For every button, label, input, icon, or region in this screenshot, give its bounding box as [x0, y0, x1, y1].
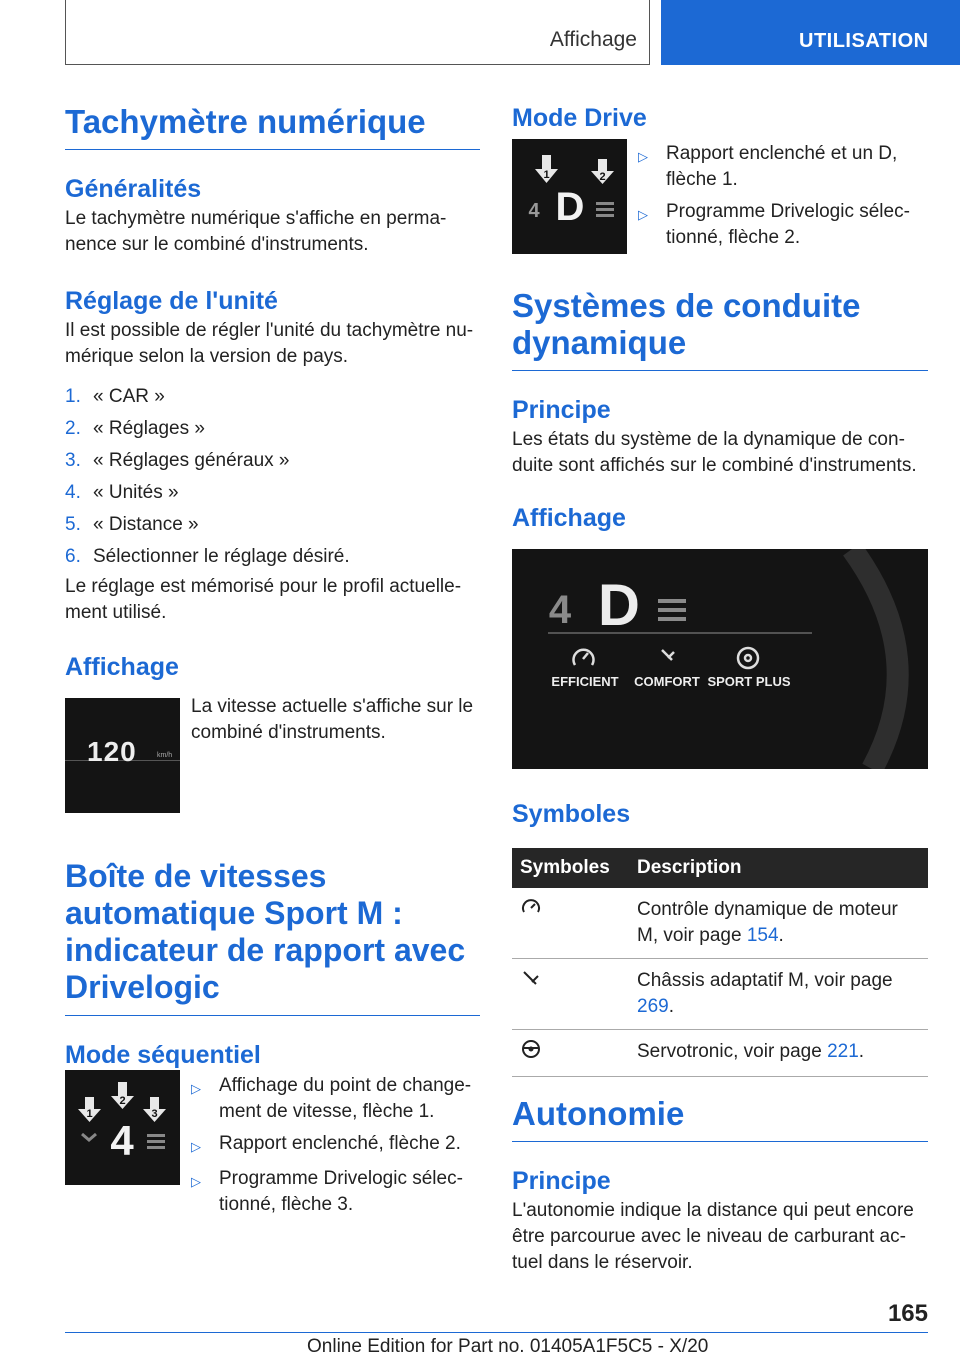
table-row: Contrôle dynamique de moteur M, voir page 154. [512, 888, 928, 959]
list-item: 1. « CAR » [65, 386, 165, 407]
heading-boite-vitesses: Boîte de vitesses automatique Sport M : indicateur de rapport avec Drivelogic [65, 858, 480, 1016]
text-reglage: Il est possible de régler l'unité du tachymètre numérique selon la version de pays. [65, 320, 474, 367]
driving-modes-image [512, 549, 928, 769]
page-link[interactable]: 221 [827, 1041, 859, 1062]
list-item: ▷ Rapport enclenché, flèche 2. [191, 1131, 480, 1160]
heading-systemes-conduite: Systèmes de conduite dynamique [512, 287, 928, 371]
page-link[interactable]: 154 [746, 925, 779, 946]
triangle-icon: ▷ [191, 1081, 201, 1096]
driving-modes-graphic [512, 549, 928, 769]
drive-mode-image [512, 139, 627, 254]
arrow-label-3: 3 [151, 1108, 158, 1120]
suspension-icon [662, 650, 674, 660]
steps-list [65, 384, 480, 570]
list-item: ▷ Programme Drivelogic sélectionné, flèche 2. [638, 199, 928, 251]
right-column [512, 287, 928, 533]
symbols-table [512, 848, 928, 1077]
heading-principe-2: Principe [512, 1167, 611, 1195]
heading-generalites: Généralités [65, 175, 202, 203]
footer-divider [65, 1332, 928, 1333]
list-item: 2. « Réglages » [65, 418, 205, 439]
suspension-icon [520, 968, 542, 988]
heading-mode-sequentiel: Mode séquentiel [65, 1041, 261, 1069]
page-link[interactable]: 269 [637, 996, 669, 1017]
drive-list [638, 141, 928, 257]
list-item: ▷ Affichage du point de changement de vitesse, flèche 1. [191, 1073, 480, 1125]
list-item: 6. Sélectionner le réglage désiré. [65, 546, 350, 567]
drive-small-gear: 4 [528, 200, 540, 222]
speed-unit: km/h [157, 752, 173, 759]
col-header-description: Description [629, 848, 928, 888]
modes-small-gear: 4 [548, 588, 572, 632]
left-column [65, 103, 480, 682]
heading-mode-drive: Mode Drive [512, 104, 647, 132]
drive-arrows-graphic [512, 139, 627, 254]
text-principe-1: Les états du système de la dynamique de conduite sont affichés sur le combiné d'instruments. [512, 429, 917, 476]
arrow-label-1: 1 [86, 1108, 93, 1120]
steering-wheel-icon [520, 1039, 542, 1059]
text-generalites: Le tachymètre numérique s'affiche en permanence sur le combiné d'instruments. [65, 208, 447, 255]
heading-reglage: Réglage de l'unité [65, 287, 278, 315]
header-section-box [65, 0, 650, 65]
gear-arrows-graphic [65, 1070, 180, 1185]
list-item: 5. « Distance » [65, 514, 199, 535]
speed-value: 120 [87, 736, 137, 767]
gauge-icon [520, 897, 542, 917]
triangle-icon: ▷ [191, 1174, 201, 1189]
modes-gear: D [598, 573, 640, 638]
mode-comfort: COMFORT [634, 674, 700, 689]
text-reglage-note: Le réglage est mémorisé pour le profil actuellement utilisé. [65, 576, 462, 623]
section-title: Affichage [549, 28, 637, 51]
steering-wheel-icon [738, 648, 758, 668]
chapter-tab[interactable]: UTILISATION [661, 0, 960, 65]
arrow-label-1: 1 [543, 169, 550, 181]
arrow-label-2: 2 [119, 1095, 126, 1107]
table-row: Châssis adaptatif M, voir page 269. [512, 959, 928, 1030]
heading-autonomie: Autonomie [512, 1095, 928, 1142]
speedometer-image [65, 698, 180, 813]
text-affichage-left: La vitesse actuelle s'affiche sur le combiné d'instruments. [191, 696, 474, 743]
footer-edition: Online Edition for Part no. 01405A1F5C5 - X/20 [307, 1336, 709, 1357]
heading-symboles: Symboles [512, 800, 631, 828]
sequential-list [191, 1073, 480, 1224]
triangle-icon: ▷ [638, 207, 648, 222]
sequential-mode-image [65, 1070, 180, 1185]
page-number: 165 [887, 1300, 928, 1327]
heading-principe-1: Principe [512, 396, 611, 424]
heading-affichage-right: Affichage [512, 504, 626, 532]
table-row: Servotronic, voir page 221. [512, 1030, 928, 1077]
col-header-symboles: Symboles [512, 848, 629, 888]
mode-sport-plus: SPORT PLUS [707, 674, 791, 689]
left-column-lower [65, 858, 480, 1070]
right-column-lower [512, 1095, 928, 1276]
list-item: ▷ Rapport enclenché et un D, flèche 1. [638, 141, 928, 193]
list-item: ▷ Programme Drivelogic sélectionné, flèche 3. [191, 1166, 480, 1218]
arrow-label-2: 2 [599, 171, 606, 183]
list-item: 4. « Unités » [65, 482, 179, 503]
heading-tachymetre: Tachymètre numérique [65, 103, 480, 150]
gear-number: 4 [110, 1117, 134, 1164]
drive-gear: D [555, 185, 585, 229]
mode-efficient: EFFICIENT [551, 674, 619, 689]
heading-affichage-left: Affichage [65, 653, 179, 681]
list-item: 3. « Réglages généraux » [65, 450, 290, 471]
text-principe-2: L'autonomie indique la distance qui peut encore être parcourue avec le niveau de carburant actuel dans le réservoir. [512, 1200, 914, 1273]
triangle-icon: ▷ [191, 1139, 201, 1154]
triangle-icon: ▷ [638, 149, 648, 164]
